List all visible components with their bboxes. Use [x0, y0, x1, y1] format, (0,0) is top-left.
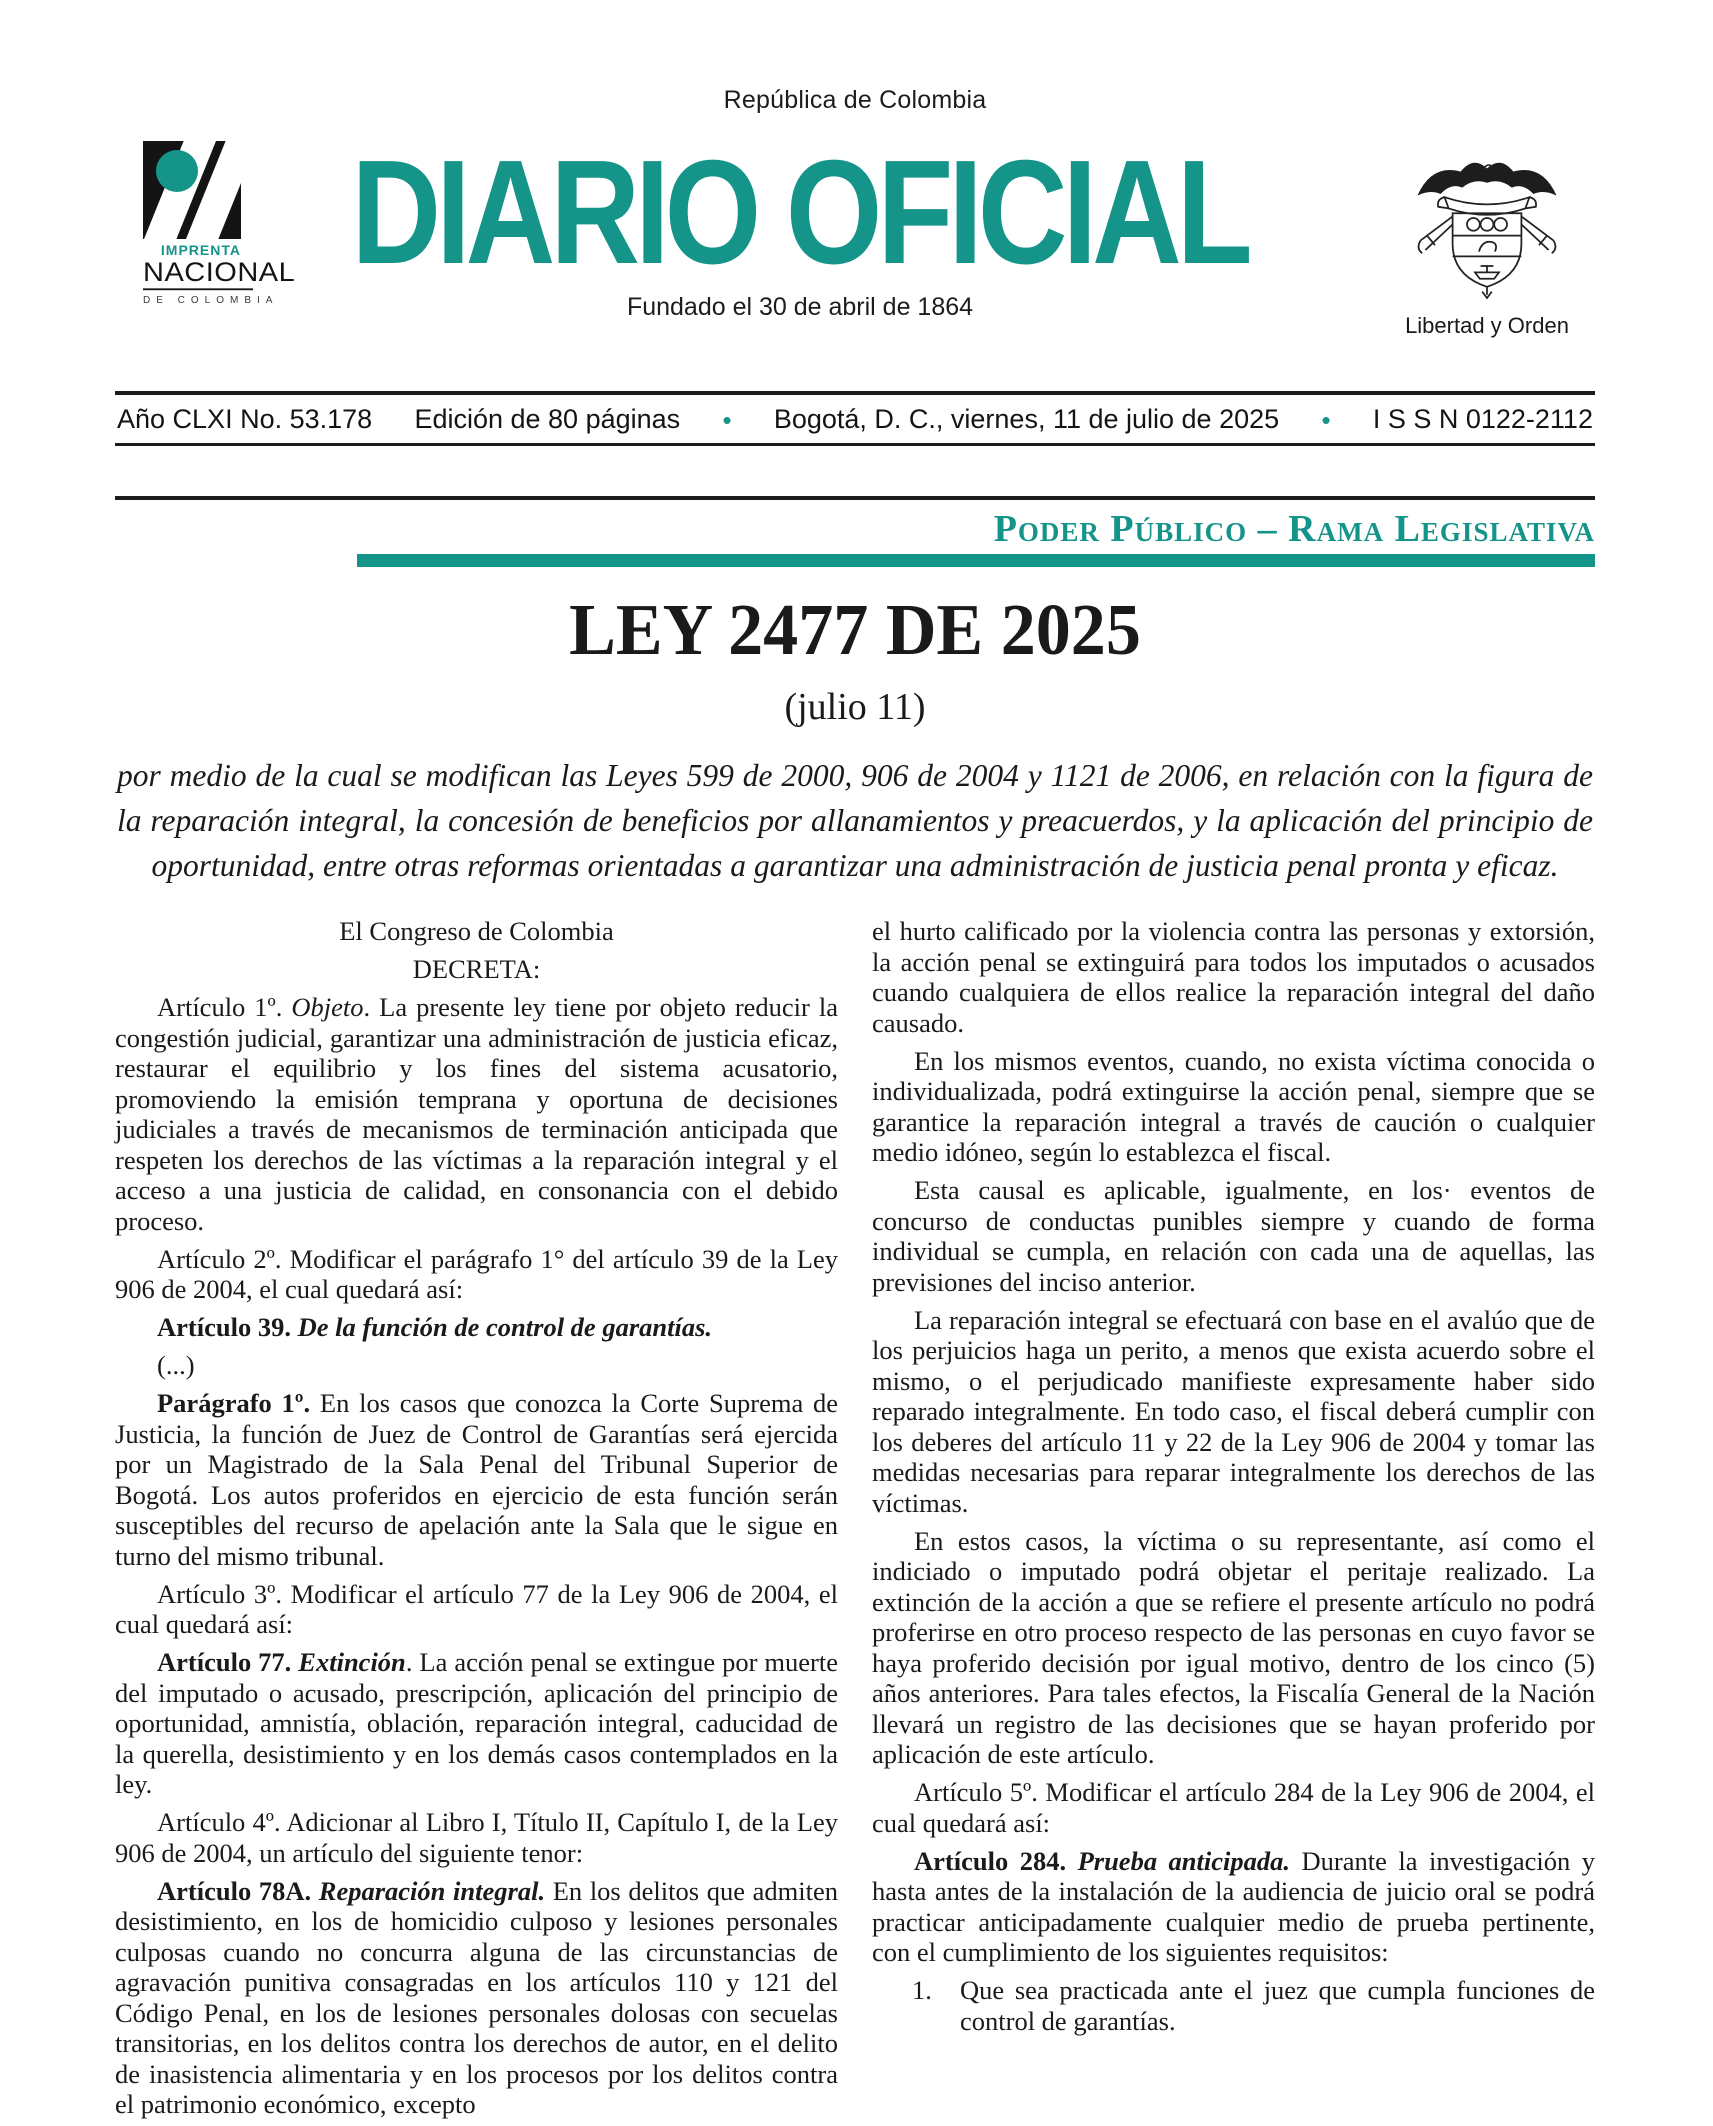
masthead-center: [227, 130, 1373, 322]
congress-line: [115, 916, 838, 947]
text-segment: Reparación integral.: [318, 1875, 546, 1906]
text-segment: Objeto: [291, 992, 364, 1022]
edition-year: Año CLXI No. 53.178: [117, 404, 373, 434]
body-columns: [115, 916, 1595, 2120]
text-segment: . La acción penal se extingue por muerte del imputado o acusado, prescripción, aplicación del principio de oportunidad, amnistía, oblación, reparación integral, caducidad de la querella, desistimiento y en los demás casos contemplados en la ley.: [115, 1647, 838, 1799]
horizontal-rule: [115, 496, 1595, 500]
text-segment: Artículo 3º. Modificar el artículo 77 de la Ley 906 de 2004, el cual quedará así:: [115, 1578, 838, 1639]
law-date: (julio 11): [784, 686, 926, 728]
country-label: República de Colombia: [723, 86, 987, 114]
column-right: [872, 916, 1595, 2120]
text-segment: Artículo 1º.: [157, 992, 292, 1022]
text-segment: De la función de control de garantías.: [297, 1312, 713, 1342]
body-paragraph: [872, 1777, 1595, 1838]
text-segment: En los delitos que admiten desistimiento, en los de homicidio culposo y lesiones personales culposas cuando no concurra alguna de las circunstancias de agravación punitiva consagradas en los artículos 110 y 121 del Código Penal, en los de lesiones personales dolosas con secuelas transitorias, en los delitos contra los derechos de autor, en el delito de inasistencia alimentaria y en los procesos por los delitos contra el patrimonio económico, excepto: [115, 1875, 838, 2119]
body-paragraph: [872, 1526, 1595, 1770]
text-segment: Esta causal es aplicable, igualmente, en los· eventos de concurso de conductas punibles siempre y cuando de forma individual se cumpla, en relación con cada una de aquellas, las previsiones del inciso anterior.: [872, 1175, 1595, 1297]
text-segment: Extinción: [298, 1647, 406, 1677]
text-segment: Artículo 5º. Modificar el artículo 284 de la Ley 906 de 2004, el cual quedará así:: [872, 1777, 1595, 1838]
decreta-line: [115, 954, 838, 985]
body-paragraph: [872, 1175, 1595, 1297]
edition-infobar: [115, 391, 1595, 446]
text-segment: En los mismos eventos, cuando, no exista víctima conocida o individualizada, podrá extinguirse la acción penal, siempre que se garantice la reparación integral a través de caución o cualquier medio idóneo, según lo establezca el fiscal.: [872, 1045, 1595, 1167]
text-segment: Artículo 284.: [914, 1845, 1078, 1876]
text-segment: DECRETA:: [412, 954, 541, 984]
text-segment: (...): [157, 1350, 195, 1380]
body-paragraph: [115, 1312, 838, 1343]
body-paragraph: [115, 1388, 838, 1571]
section-divider-bar: [357, 554, 1595, 567]
logo-imprenta-label: IMPRENTA: [160, 242, 241, 258]
edition-city-date: Bogotá, D. C., viernes, 11 de julio de 2025: [773, 404, 1280, 434]
text-segment: Prueba anticipada.: [1077, 1845, 1291, 1876]
coat-of-arms-icon: [1403, 141, 1571, 311]
masthead-row: [115, 130, 1595, 377]
text-segment: Durante la investigación y hasta antes de la instalación de la audiencia de juicio oral se podrá practicar anticipadamente cualquier medio de prueba pertinente, con el cumplimiento de los siguientes requisitos:: [872, 1845, 1595, 1967]
crest-motto: Libertad y Orden: [1405, 313, 1569, 338]
text-segment: El Congreso de Colombia: [339, 916, 614, 946]
text-segment: En los casos que conozca la Corte Suprema de Justicia, la función de Juez de Control de Garantías será ejercida por un Magistrado de la Sala Penal del Tribunal Superior de Bogotá. Los autos proferidos en ejercicio de esta función serán susceptibles del recurso de apelación ante la Sala que le sigue en turno del mismo tribunal.: [115, 1388, 838, 1571]
body-paragraph: [115, 1647, 838, 1800]
text-segment: Que sea practicada ante el juez que cumpla funciones de control de garantías.: [960, 1975, 1595, 2036]
list-item: [872, 1975, 1595, 2036]
coat-of-arms: [1401, 141, 1573, 339]
masthead-title: DIARIO OFICIAL: [351, 130, 1249, 295]
body-paragraph: [115, 1350, 838, 1381]
logo-nacional-label: NACIONAL: [143, 258, 253, 290]
bullet-icon: •: [1321, 404, 1331, 435]
column-left: [115, 916, 838, 2120]
body-paragraph: [872, 916, 1595, 1038]
body-paragraph: [115, 1579, 838, 1640]
edition-pages: Edición de 80 páginas: [414, 404, 681, 434]
founded-line: Fundado el 30 de abril de 1864: [626, 293, 974, 321]
body-paragraph: [872, 1305, 1595, 1519]
text-segment: Artículo 39.: [157, 1312, 298, 1342]
bullet-icon: •: [722, 404, 732, 435]
logo-dot-icon: [156, 150, 198, 192]
section-heading: Poder Público – Rama Legislativa: [993, 508, 1595, 550]
list-number: 1.: [912, 1975, 932, 2005]
text-segment: Artículo 4º. Adicionar al Libro I, Título II, Capítulo I, de la Ley 906 de 2004, un artículo del siguiente tenor:: [115, 1807, 838, 1868]
law-epigraph: por medio de la cual se modifican las Leyes 599 de 2000, 906 de 2004 y 1121 de 2006, en relación con la figura de la reparación integral, la concesión de beneficios por allanamientos y preacuerdos, y la aplicación del principio de oportunidad, entre otras reformas orientadas a garantizar una administración de justicia penal pronta y eficaz.: [117, 758, 1593, 883]
edition-issn: I S S N 0122-2112: [1372, 404, 1593, 434]
text-segment: . La presente ley tiene por objeto reducir la congestión judicial, garantizar una administración de justicia eficaz, restaurar el equilibrio y los fines del sistema acusatorio, promoviendo la emisión temprana y oportuna de decisiones judiciales a través de mecanismos de terminación anticipada que respeten los derechos de las víctimas a la reparación integral y el acceso a una justicia de calidad, en consonancia con el debido proceso.: [115, 992, 838, 1236]
law-title: LEY 2477 DE 2025: [569, 589, 1141, 670]
body-paragraph: [115, 992, 838, 1236]
body-paragraph: [115, 1244, 838, 1305]
logo-de-colombia-label: DE COLOMBIA: [143, 295, 279, 306]
text-segment: el hurto calificado por la violencia contra las personas y extorsión, la acción penal se extinguirá para todos los imputados o acusados cuando cualquiera de ellos realice la reparación integral del daño causado.: [872, 916, 1595, 1038]
body-paragraph: [872, 1046, 1595, 1168]
body-paragraph: [115, 1807, 838, 1868]
text-segment: Parágrafo 1º.: [157, 1388, 320, 1418]
text-segment: La reparación integral se efectuará con base en el avalúo que de los perjuicios haga un perito, a menos que exista acuerdo sobre el mismo, o el perjudicado manifieste expresamente haber sido reparado integralmente. En todo caso, el fiscal deberá cumplir con los deberes del artículo 11 y 22 de la Ley 906 de 2004 y tomar las medidas necesarias para reparar integralmente los derechos de las víctimas.: [872, 1304, 1595, 1518]
body-paragraph: [115, 1876, 838, 2120]
body-paragraph: [872, 1846, 1595, 1968]
text-segment: Artículo 78A.: [157, 1875, 319, 1906]
text-segment: En estos casos, la víctima o su representante, así como el indiciado o imputado podrá objetar el peritaje realizado. La extinción de la acción a que se refiere el presente artículo no podrá proferirse en otro proceso respecto de las personas en cuyo favor se haya proferido decisión por igual motivo, dentro de los cinco (5) años anteriores. Para tales efectos, la Fiscalía General de la Nación llevará un registro de las decisiones que se hayan proferido por aplicación de este artículo.: [872, 1525, 1595, 1769]
text-segment: Artículo 2º. Modificar el parágrafo 1° del artículo 39 de la Ley 906 de 2004, el cual quedará así:: [115, 1243, 838, 1304]
text-segment: Artículo 77.: [157, 1647, 299, 1677]
